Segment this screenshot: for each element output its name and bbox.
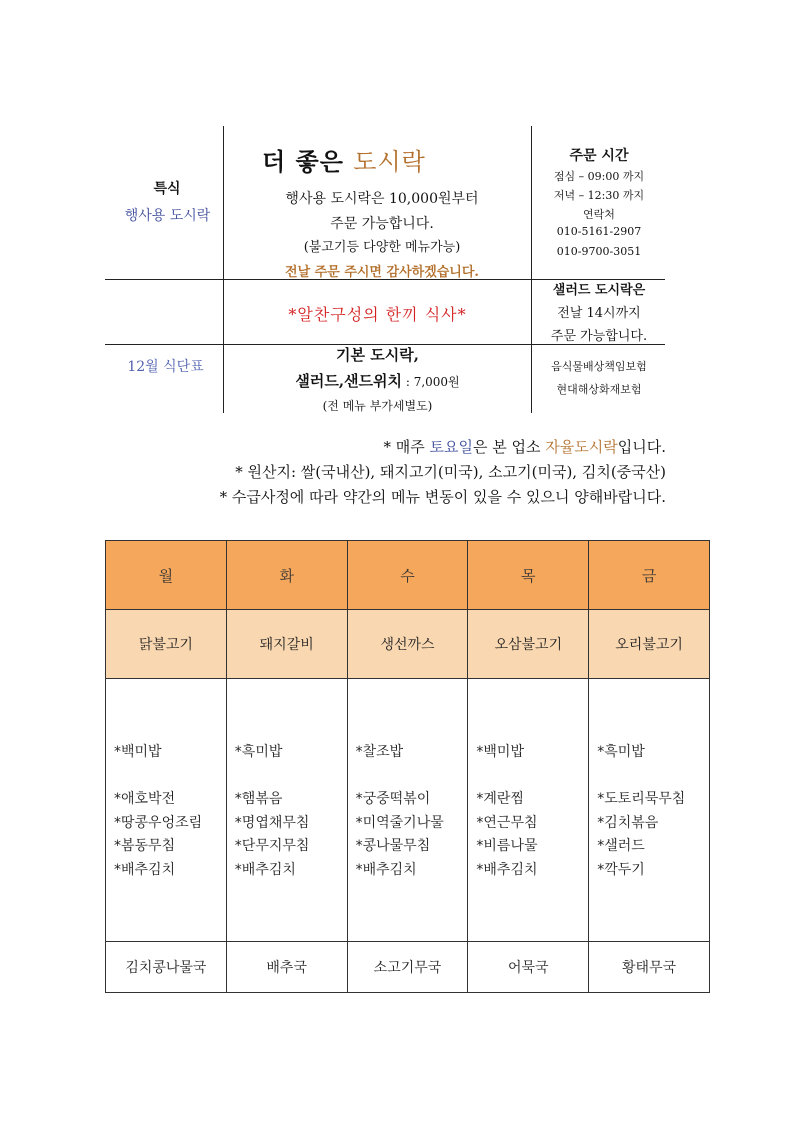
rice-item: *흑미밥 xyxy=(597,744,645,760)
side-item: *미역줄기나물 xyxy=(355,814,444,831)
event-lunch-label: 행사용 도시락 xyxy=(124,208,211,224)
soup-cell: 황태무국 xyxy=(589,942,710,993)
side-item: *콩나물무침 xyxy=(355,838,431,854)
salad-note-line-3: 주문 가능합니다. xyxy=(550,329,648,344)
basic-lunch-line-1: 기본 도시락, xyxy=(336,346,419,364)
saturday-note-highlight: 토요일 xyxy=(429,438,474,456)
title-brand: 도시락 xyxy=(353,148,426,176)
day-header-row xyxy=(106,541,710,610)
intro-line-3: (불고기등 다양한 메뉴가능) xyxy=(303,240,461,255)
rice-item: *찰조밥 xyxy=(355,744,404,760)
order-time-title: 주문 시간 xyxy=(569,148,629,164)
rice-item: *백미밥 xyxy=(476,744,524,760)
side-item: *배추김치 xyxy=(476,861,538,878)
contact-label: 연락처 xyxy=(583,208,615,221)
slogan: *알찬구성의 한끼 식사* xyxy=(288,305,467,324)
rice-item: *백미밥 xyxy=(114,744,162,760)
side-item: *명엽채무침 xyxy=(234,814,310,831)
monthly-menu-label: 12월 식단표 xyxy=(127,359,204,375)
insurance-line-1: 음식물배상책임보험 xyxy=(551,360,647,373)
phone-1: 010-5161-2907 xyxy=(556,225,642,238)
side-item: *궁중떡볶이 xyxy=(355,791,431,807)
side-item: *애호박전 xyxy=(114,791,176,807)
phone-2: 010-9700-3051 xyxy=(556,245,642,258)
soup-cell: 배추국 xyxy=(226,942,347,993)
title-prefix: 더 좋은 xyxy=(262,147,354,176)
side-item: *햄볶음 xyxy=(234,791,283,807)
side-dish-cell xyxy=(347,679,468,942)
dinner-order-time: 저녁 – 12:30 까지 xyxy=(553,189,645,202)
side-item: *샐러드 xyxy=(597,838,645,854)
day-cell: 수 xyxy=(347,541,468,610)
weekly-menu-table xyxy=(105,540,710,993)
lunch-order-time: 점심 – 09:00 까지 xyxy=(553,170,645,183)
main-dish-cell: 생선까스 xyxy=(347,610,468,679)
intro-line-1: 행사용 도시락은 10,000원부터 xyxy=(285,191,479,207)
salad-note-line-2: 전날 14시까지 xyxy=(557,306,641,321)
saturday-note-mid: 은 본 업소 xyxy=(473,438,546,456)
supply-note: * 수급사정에 따라 약간의 메뉴 변동이 있을 수 있으니 양해바랍니다. xyxy=(219,488,666,506)
saturday-note-highlight-2: 자율도시락 xyxy=(545,438,618,456)
side-dish-cell xyxy=(226,679,347,942)
salad-note-line-1: 샐러드 도시락은 xyxy=(552,283,646,298)
day-cell: 금 xyxy=(589,541,710,610)
side-item: *도토리묵무침 xyxy=(597,791,686,807)
side-item: *배추김치 xyxy=(234,861,296,878)
side-item: *땅콩우엉조림 xyxy=(114,814,203,831)
special-label: 특식 xyxy=(153,181,181,197)
vat-note: (전 메뉴 부가세별도) xyxy=(322,399,433,413)
side-item: *비름나물 xyxy=(476,838,538,854)
main-dish-row xyxy=(106,610,710,679)
side-dish-cell xyxy=(468,679,589,942)
soup-row xyxy=(106,942,710,993)
side-item: *계란찜 xyxy=(476,791,524,807)
basic-lunch-items: 샐러드,샌드위치 xyxy=(295,372,403,390)
header-divider-left xyxy=(223,126,224,413)
basic-lunch-price: : 7,000원 xyxy=(402,375,460,389)
main-dish-cell: 돼지갈비 xyxy=(226,610,347,679)
intro-line-2: 주문 가능합니다. xyxy=(330,216,434,232)
origin-note: * 원산지: 쌀(국내산), 돼지고기(미국), 소고기(미국), 김치(중국산) xyxy=(235,463,666,481)
day-cell: 월 xyxy=(106,541,227,610)
thanks-text: 전날 주문 주시면 감사하겠습니다. xyxy=(285,265,479,280)
side-item: *배추김치 xyxy=(114,861,176,878)
side-item: *연근무침 xyxy=(476,814,538,831)
soup-cell: 어묵국 xyxy=(468,942,589,993)
soup-cell: 소고기무국 xyxy=(347,942,468,993)
main-dish-cell: 닭불고기 xyxy=(106,610,227,679)
main-dish-cell: 오리불고기 xyxy=(589,610,710,679)
day-cell: 화 xyxy=(226,541,347,610)
side-item: *단무지무침 xyxy=(234,838,310,854)
soup-cell: 김치콩나물국 xyxy=(106,942,227,993)
side-item: *봄동무침 xyxy=(114,838,176,854)
page-title xyxy=(262,142,426,177)
side-item: *깍두기 xyxy=(597,861,645,878)
side-item: *배추김치 xyxy=(355,861,417,878)
main-dish-cell: 오삼불고기 xyxy=(468,610,589,679)
basic-lunch-line-2 xyxy=(225,370,530,391)
saturday-note xyxy=(384,436,666,457)
saturday-note-pre: * 매주 xyxy=(383,438,430,456)
saturday-note-post: 입니다. xyxy=(617,438,666,456)
side-item: *김치볶음 xyxy=(597,814,659,831)
insurance-line-2: 현대해상화재보험 xyxy=(556,383,642,396)
rice-item: *흑미밥 xyxy=(234,744,283,760)
day-cell: 목 xyxy=(468,541,589,610)
side-dish-cell xyxy=(106,679,227,942)
side-dish-cell xyxy=(589,679,710,942)
side-dish-row xyxy=(106,679,710,942)
